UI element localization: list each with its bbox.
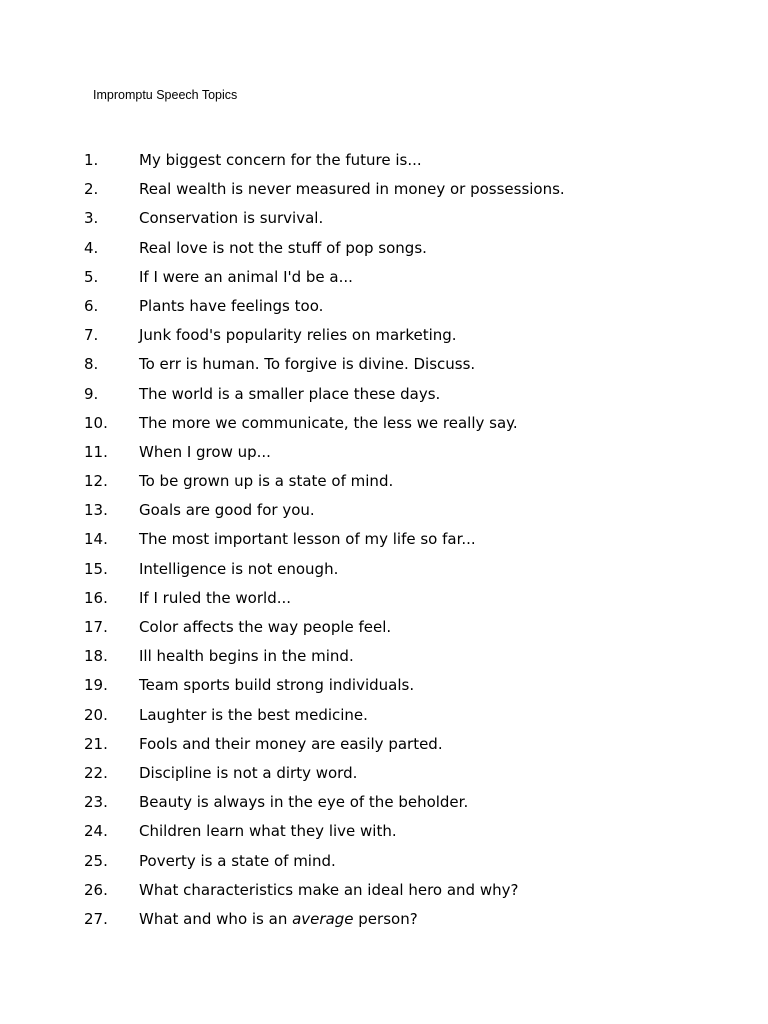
list-item-number: 24. <box>84 822 108 841</box>
list-item-number: 5. <box>84 267 99 286</box>
list-item <box>84 471 565 500</box>
list-item-number: 18. <box>84 647 108 666</box>
list-item-text: When I grow up... <box>139 442 271 461</box>
list-item-number: 10. <box>84 413 108 432</box>
list-item-text: Plants have feelings too. <box>139 296 324 315</box>
list-item-text: Children learn what they live with. <box>139 822 397 841</box>
list-item-text: Color affects the way people feel. <box>139 618 392 636</box>
list-item <box>84 675 565 704</box>
list-item-text: Intelligence is not enough. <box>139 559 339 578</box>
list-item-text: Poverty is a state of mind. <box>139 851 336 870</box>
list-item-number: 3. <box>84 209 99 228</box>
list-item-number: 2. <box>84 180 99 199</box>
list-item-text: If I ruled the world... <box>139 588 292 607</box>
list-item-text-after: person? <box>353 909 418 928</box>
document-header: Impromptu Speech Topics <box>93 88 238 102</box>
list-item <box>84 880 565 909</box>
list-item-text: Laughter is the best medicine. <box>139 705 368 724</box>
list-item-text: Ill health begins in the mind. <box>139 647 354 666</box>
list-item <box>84 588 565 617</box>
list-item <box>84 442 565 471</box>
list-item-number: 26. <box>84 880 108 899</box>
list-item-number: 19. <box>84 676 108 695</box>
list-item <box>84 763 565 792</box>
list-item <box>84 238 565 267</box>
list-item-text <box>139 909 418 929</box>
list-item <box>84 909 565 938</box>
list-item <box>84 208 565 237</box>
list-item-number: 14. <box>84 530 108 549</box>
list-item <box>84 559 565 588</box>
list-item-number: 7. <box>84 326 99 345</box>
list-item-text: Goals are good for you. <box>139 501 315 520</box>
list-item <box>84 354 565 383</box>
list-item <box>84 179 565 208</box>
list-item-text: Real wealth is never measured in money or possessions. <box>139 180 565 199</box>
list-item-number: 11. <box>84 442 108 461</box>
list-item-number: 27. <box>84 909 108 928</box>
list-item-text: Fools and their money are easily parted. <box>139 734 443 753</box>
list-item-number: 17. <box>84 618 108 636</box>
list-item-text: The world is a smaller place these days. <box>139 384 441 403</box>
list-item-number: 12. <box>84 472 108 491</box>
list-item <box>84 413 565 442</box>
list-item-number: 22. <box>84 763 108 782</box>
list-item <box>84 705 565 734</box>
list-item-number: 13. <box>84 501 108 520</box>
list-item-number: 15. <box>84 559 108 578</box>
list-item-number: 4. <box>84 238 99 257</box>
list-item-number: 25. <box>84 851 108 870</box>
list-item-text: Team sports build strong individuals. <box>139 676 415 695</box>
list-item <box>84 529 565 558</box>
list-item-number: 8. <box>84 355 99 374</box>
list-item <box>84 384 565 413</box>
list-item <box>84 792 565 821</box>
list-item <box>84 646 565 675</box>
list-item-text: Junk food's popularity relies on marketing. <box>139 326 457 345</box>
list-item-number: 23. <box>84 793 108 812</box>
list-item <box>84 851 565 880</box>
list-item-text: To be grown up is a state of mind. <box>139 472 394 491</box>
list-item <box>84 821 565 850</box>
list-item-number: 16. <box>84 588 108 607</box>
list-item-text: To err is human. To forgive is divine. Discuss. <box>139 355 476 374</box>
list-item-number: 20. <box>84 705 108 724</box>
list-item <box>84 150 565 179</box>
list-item-text: The more we communicate, the less we really say. <box>139 413 518 432</box>
list-item-text: If I were an animal I'd be a... <box>139 267 353 286</box>
list-item-text: Real love is not the stuff of pop songs. <box>139 238 427 257</box>
list-item-number: 9. <box>84 384 99 403</box>
list-item <box>84 325 565 354</box>
list-item-number: 1. <box>84 151 99 169</box>
list-item <box>84 500 565 529</box>
list-item-number: 6. <box>84 296 99 315</box>
list-item <box>84 734 565 763</box>
list-item-text: The most important lesson of my life so far... <box>139 530 476 549</box>
topic-list <box>84 150 565 938</box>
list-item <box>84 617 565 646</box>
list-item-text: Discipline is not a dirty word. <box>139 763 358 782</box>
list-item-text: Beauty is always in the eye of the beholder. <box>139 793 469 812</box>
emphasized-word: average <box>292 909 354 928</box>
list-item <box>84 296 565 325</box>
list-item-text-before: What and who is an <box>139 909 293 928</box>
list-item-text: What characteristics make an ideal hero and why? <box>139 880 519 899</box>
list-item-text: My biggest concern for the future is... <box>139 151 422 169</box>
list-item-number: 21. <box>84 734 108 753</box>
list-item-text: Conservation is survival. <box>139 209 324 228</box>
list-item <box>84 267 565 296</box>
